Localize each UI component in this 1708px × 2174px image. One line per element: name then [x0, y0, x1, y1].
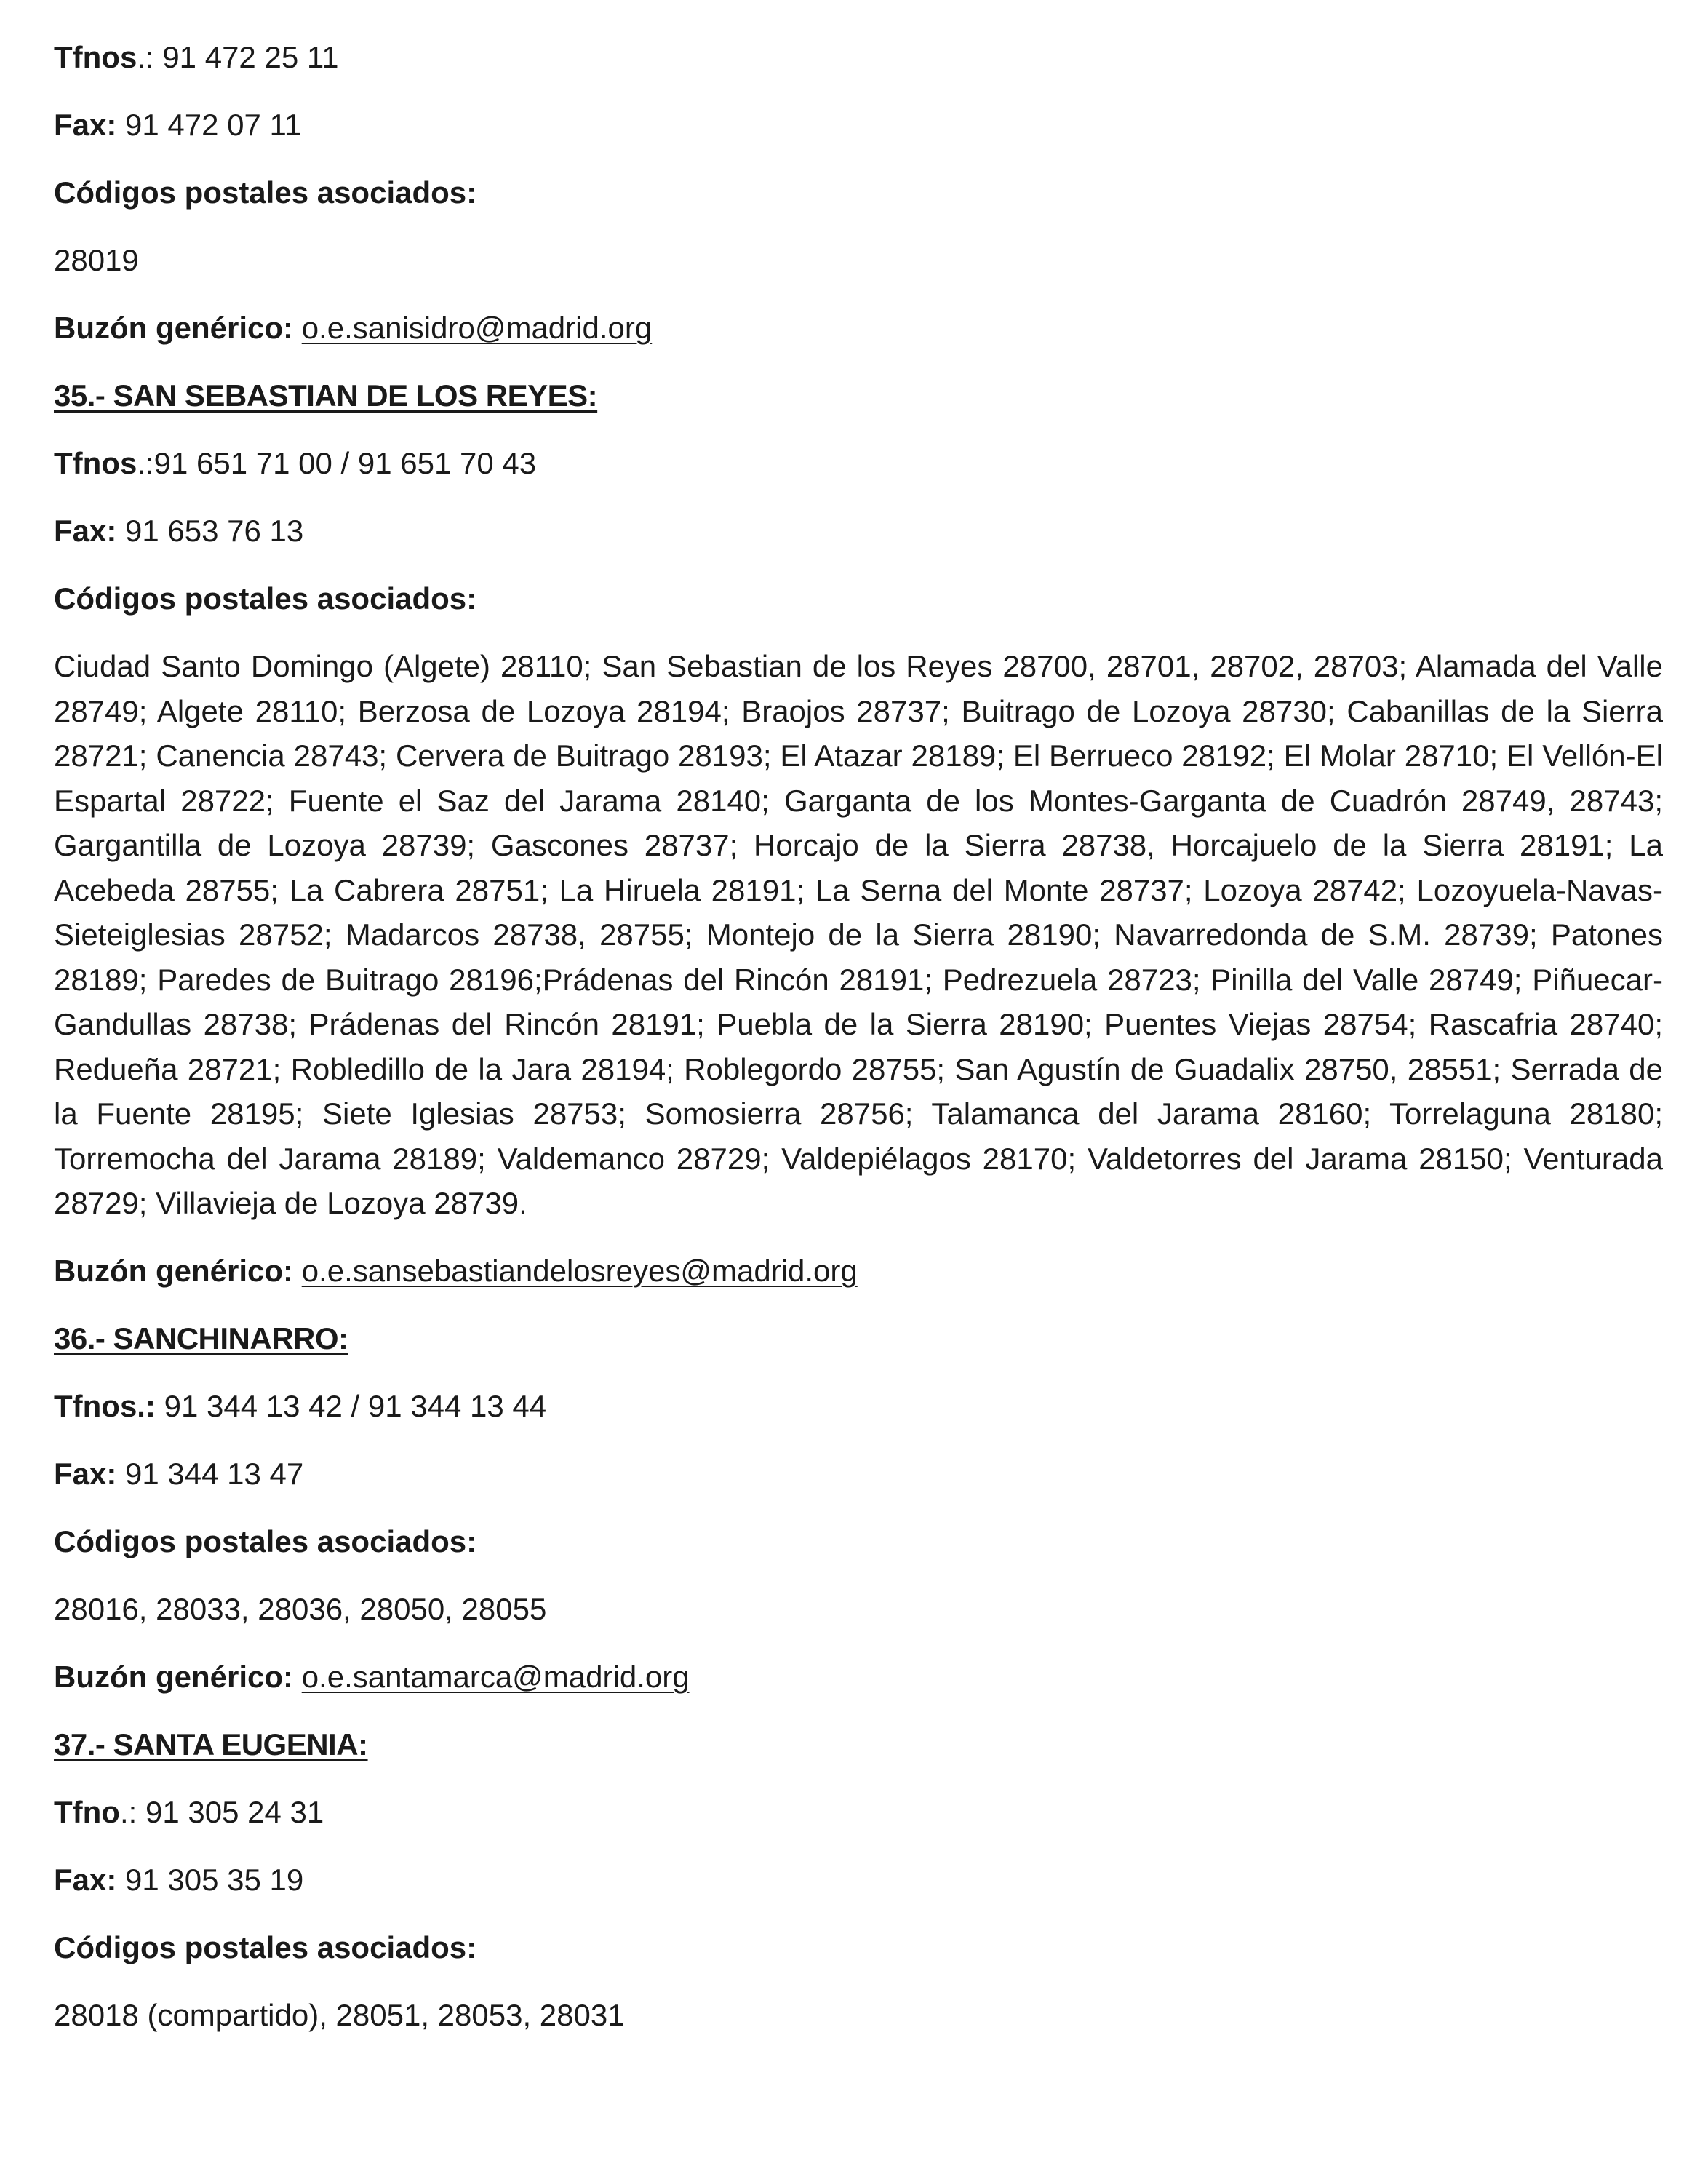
s36-mailbox-email-link[interactable]: o.e.santamarca@madrid.org — [301, 1659, 690, 1694]
s35-phone-value: 91 651 71 00 / 91 651 70 43 — [153, 446, 537, 480]
s37-fax-line — [54, 1858, 1663, 1903]
s35-phone-sep: .: — [137, 446, 154, 480]
s37-fax-value: 91 305 35 19 — [116, 1862, 304, 1897]
s36-fax-value: 91 344 13 47 — [116, 1456, 304, 1491]
s34-mailbox-email-link[interactable]: o.e.sanisidro@madrid.org — [301, 311, 653, 345]
s34-phone-line — [54, 35, 1663, 80]
s36-fax-line — [54, 1452, 1663, 1497]
s36-mailbox-label: Buzón genérico: — [54, 1659, 294, 1694]
document-page — [54, 35, 1663, 2060]
s36-phone-label: Tfnos.: — [54, 1388, 156, 1423]
s34-phone-value: 91 472 25 11 — [162, 40, 339, 74]
s35-fax-value: 91 653 76 13 — [116, 514, 304, 548]
s34-mailbox-label: Buzón genérico: — [54, 311, 294, 345]
s34-fax-value: 91 472 07 11 — [116, 108, 302, 142]
s35-postal-codes-label: Códigos postales asociados: — [54, 581, 477, 616]
s34-postal-codes-label: Códigos postales asociados: — [54, 175, 477, 210]
s35-phone-label: Tfnos — [54, 446, 137, 480]
s36-mailbox-line — [54, 1655, 1663, 1700]
s37-heading: 37.- SANTA EUGENIA: — [54, 1727, 368, 1761]
s35-postal-codes-value: Ciudad Santo Domingo (Algete) 28110; San Sebastian de los Reyes 28700, 28701, 28702, 28703; Alamada del Valle 28749; Algete 28110; Berzosa de Lozoya 28194; Braojos 28737; Buitrago de Lozoya 28730; Cabanillas de la Sierra 28721; Canencia 28743; Cervera de Buitrago 28193; El Atazar 28189; El Berrueco 28192; El Molar 28710; El Vellón-El Espartal 28722; Fuente el Saz del Jarama 28140; Garganta de los Montes-Garganta de Cuadrón 28749, 28743; Gargantilla de Lozoya 28739; Gascones 28737; Horcajo de la Sierra 28738, Horcajuelo de la Sierra 28191; La Acebeda 28755; La Cabrera 28751; La Hiruela 28191; La Serna del Monte 28737; Lozoya 28742; Lozoyuela-Navas-Sieteiglesias 28752; Madarcos 28738, 28755; Montejo de la Sierra 28190; Navarredonda de S.M. 28739; Patones 28189; Paredes de Buitrago 28196;Prádenas del Rincón 28191; Pedrezuela 28723; Pinilla del Valle 28749; Piñuecar-Gandullas 28738; Prádenas del Rincón 28191; Puebla de la Sierra 28190; Puentes Viejas 28754; Rascafria 28740; Redueña 28721; Robledillo de la Jara 28194; Roblegordo 28755; San Agustín de Guadalix 28750, 28551; Serrada de la Fuente 28195; Siete Iglesias 28753; Somosierra 28756; Talamanca del Jarama 28160; Torrelaguna 28180; Torremocha del Jarama 28189; Valdemanco 28729; Valdepiélagos 28170; Valdetorres del Jarama 28150; Venturada 28729; Villavieja de Lozoya 28739. — [54, 649, 1663, 1220]
s37-fax-label: Fax: — [54, 1862, 117, 1897]
s34-phone-sep: .: — [137, 40, 163, 74]
s34-phone-label: Tfnos — [54, 40, 137, 74]
s35-mailbox-label: Buzón genérico: — [54, 1253, 294, 1288]
s34-postal-codes-value: 28019 — [54, 243, 139, 277]
s37-phone-value: 91 305 24 31 — [145, 1794, 324, 1829]
s35-mailbox-line — [54, 1249, 1663, 1294]
s35-fax-label: Fax: — [54, 514, 117, 548]
s35-mailbox-email-link[interactable]: o.e.sansebastiandelosreyes@madrid.org — [301, 1253, 858, 1288]
s36-heading: 36.- SANCHINARRO: — [54, 1321, 348, 1355]
s37-phone-line — [54, 1790, 1663, 1835]
s37-phone-sep: .: — [119, 1794, 145, 1829]
s34-mailbox-line — [54, 306, 1663, 351]
s35-fax-line — [54, 509, 1663, 554]
s37-postal-codes-value: 28018 (compartido), 28051, 28053, 28031 — [54, 1997, 625, 2032]
s36-postal-codes-value: 28016, 28033, 28036, 28050, 28055 — [54, 1591, 547, 1626]
s34-fax-line — [54, 103, 1663, 148]
s36-phone-value: 91 344 13 42 / 91 344 13 44 — [155, 1388, 547, 1423]
s35-phone-line — [54, 441, 1663, 486]
s37-postal-codes-label: Códigos postales asociados: — [54, 1930, 477, 1964]
s36-postal-codes-label: Códigos postales asociados: — [54, 1524, 477, 1558]
s37-phone-label: Tfno — [54, 1794, 120, 1829]
s34-fax-label: Fax: — [54, 108, 117, 142]
s35-heading: 35.- SAN SEBASTIAN DE LOS REYES: — [54, 378, 598, 413]
s36-phone-line — [54, 1384, 1663, 1429]
s36-fax-label: Fax: — [54, 1456, 117, 1491]
